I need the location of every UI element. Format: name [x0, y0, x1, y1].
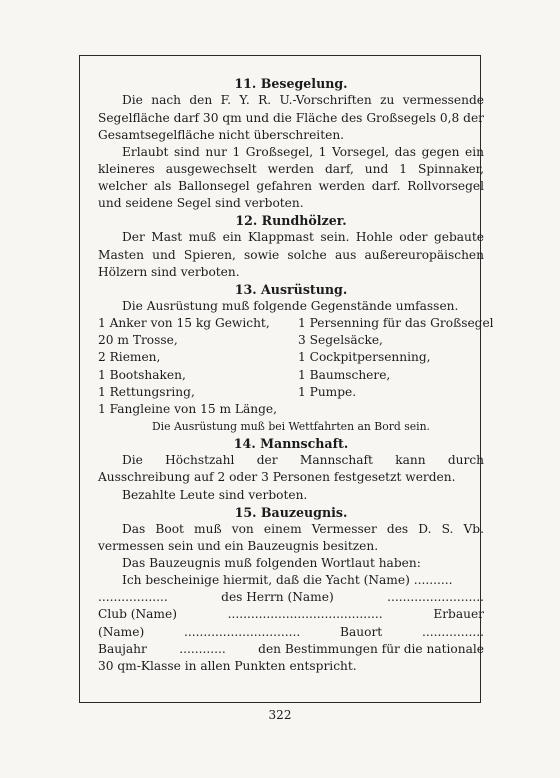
- section-heading-rundhoelzer: 12. Rundhölzer.: [235, 213, 347, 229]
- equipment-item: 1 Bootshaken,: [98, 367, 186, 382]
- equipment-column-left: [98, 315, 298, 418]
- page-number: 322: [268, 708, 292, 722]
- form-label: den Bestimmungen für die nationale: [258, 641, 484, 656]
- form-label: des Herrn (Name): [221, 590, 334, 605]
- form-label: (Name): [98, 624, 145, 639]
- equipment-list: [98, 315, 494, 418]
- form-blank: ................: [421, 624, 484, 639]
- equipment-item: 2 Riemen,: [98, 350, 161, 365]
- section-heading-mannschaft: 14. Mannschaft.: [233, 435, 349, 451]
- form-blank: ..............................: [184, 624, 301, 639]
- equipment-item: 1 Rettungsring,: [98, 384, 195, 399]
- paragraph: Bezahlte Leute sind verboten.: [122, 487, 308, 502]
- form-label: Erbauer: [433, 607, 484, 622]
- page-content: [98, 75, 494, 675]
- form-blank: ..................: [98, 590, 168, 605]
- form-line: [98, 641, 484, 658]
- form-line: [98, 589, 484, 606]
- paragraph: Das Bauzeugnis muß folgenden Wortlaut haben:: [122, 556, 421, 571]
- equipment-item: 1 Persenning für das Großsegel: [298, 316, 494, 331]
- form-blank: ........................................: [227, 607, 383, 622]
- form-blank: ............: [179, 641, 226, 656]
- equipment-item: 1 Anker von 15 kg Gewicht,: [98, 316, 270, 331]
- paragraph: Der Mast muß ein Klappmast sein. Hohle oder gebaute Masten und Spieren, sowie solche aus außereuropäischen Hölzern sind verboten.: [98, 230, 484, 279]
- section-heading-besegelung: 11. Besegelung.: [234, 76, 348, 91]
- form-line: Ich bescheinige hiermit, daß die Yacht (Name) ..........: [122, 573, 453, 588]
- paragraph: Die Ausrüstung muß folgende Gegenstände umfassen.: [122, 299, 459, 314]
- certificate-form: [98, 572, 484, 675]
- form-label: Club (Name): [98, 607, 177, 622]
- form-line: [98, 624, 484, 641]
- form-label: Baujahr: [98, 641, 147, 656]
- paragraph: Das Boot muß von einem Vermesser des D. S. Vb. vermessen sein und ein Bauzeugnis besitzen.: [98, 522, 484, 554]
- paragraph: Erlaubt sind nur 1 Großsegel, 1 Vorsegel, das gegen ein kleineres ausgewechselt werden darf, und 1 Spinnaker, welcher als Ballonsegel gefahren werden darf. Rollvorsegel und seidene Segel sind verboten.: [98, 144, 484, 210]
- equipment-item: 1 Pumpe.: [298, 384, 357, 399]
- form-line: [98, 606, 484, 623]
- equipment-item: 1 Baumschere,: [298, 367, 391, 382]
- equipment-item: 1 Cockpitpersenning,: [298, 350, 431, 365]
- paragraph: Die nach den F. Y. R. U.-Vorschriften zu vermessende Segelfläche darf 30 qm und die Fläche des Großsegels 0,8 der Gesamtsegelfläche nicht überschreiten.: [98, 93, 484, 142]
- equipment-note: Die Ausrüstung muß bei Wettfahrten an Bord sein.: [152, 419, 430, 433]
- form-line: 30 qm-Klasse in allen Punkten entspricht.: [98, 658, 357, 673]
- equipment-item: 20 m Trosse,: [98, 333, 178, 348]
- form-label: Bauort: [340, 624, 383, 639]
- section-heading-bauzeugnis: 15. Bauzeugnis.: [234, 504, 348, 520]
- section-heading-ausruestung: 13. Ausrüstung.: [234, 281, 348, 297]
- equipment-item: 3 Segelsäcke,: [298, 333, 383, 348]
- equipment-column-right: [298, 315, 494, 418]
- equipment-item: 1 Fangleine von 15 m Länge,: [98, 401, 277, 416]
- form-blank: .........................: [387, 590, 484, 605]
- paragraph: Die Höchstzahl der Mannschaft kann durch Ausschreibung auf 2 oder 3 Personen festgesetzt werden.: [98, 453, 484, 485]
